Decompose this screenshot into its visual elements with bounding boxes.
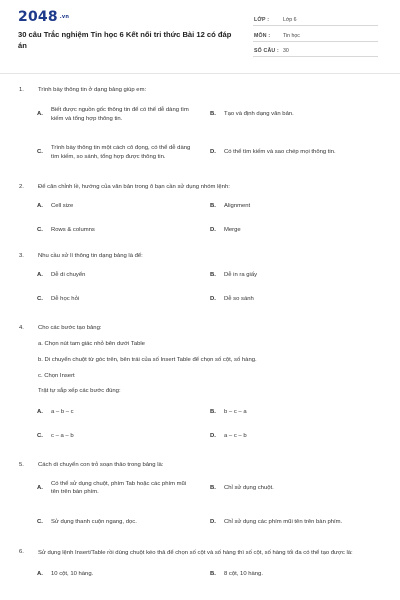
option-label: A. [37, 202, 43, 209]
option-c[interactable] [37, 135, 197, 171]
option-text: Dễ in ra giấy [224, 272, 258, 279]
question-number: 5. [19, 461, 24, 468]
option-label: B. [210, 272, 216, 279]
meta-class [253, 15, 378, 26]
option-label: D. [210, 433, 216, 440]
logo-text: 2048 [18, 9, 58, 25]
option-row [0, 508, 400, 536]
question-stem: Trình bày thông tin ở dạng bảng giúp em: [38, 87, 147, 93]
option-label: C. [37, 226, 43, 233]
page-title: 30 câu Trắc nghiệm Tin học 6 Kết nối tri thức Bài 12 có đáp án [18, 30, 232, 50]
option-label: A. [37, 111, 43, 118]
question-1 [0, 86, 400, 95]
option-row [0, 135, 400, 171]
option-text: Dễ học hỏi [51, 296, 80, 303]
option-a[interactable] [37, 474, 197, 502]
meta-class-key: LỚP : [254, 17, 270, 23]
option-a[interactable] [37, 401, 197, 425]
meta-count-value: 30 [283, 48, 289, 54]
option-label: C. [37, 433, 43, 440]
option-a[interactable] [37, 101, 197, 129]
option-b[interactable] [210, 401, 370, 425]
question-step: a. Chọn nút tam giác nhỏ bên dưới Table [38, 341, 145, 348]
option-label: B. [210, 571, 216, 578]
option-label: D. [210, 149, 216, 156]
option-c[interactable] [37, 425, 197, 449]
header-divider [0, 73, 400, 74]
option-text: Có thể sử dụng chuột, phím Tab hoặc các phím mũi tên trên bàn phím. [51, 480, 187, 496]
meta-subject-value: Tin học [283, 33, 300, 39]
meta-subject-key: MÔN : [254, 33, 271, 39]
option-d[interactable] [210, 288, 370, 312]
question-number: 6. [19, 549, 24, 556]
option-a[interactable] [37, 264, 197, 288]
question-3 [0, 252, 400, 261]
site-logo[interactable] [18, 9, 69, 25]
option-c[interactable] [37, 218, 197, 242]
meta-count [253, 46, 378, 57]
option-label: A. [37, 485, 43, 492]
option-d[interactable] [210, 135, 370, 171]
option-label: D. [210, 519, 216, 526]
option-row [0, 218, 400, 242]
option-row [0, 288, 400, 312]
option-text: b – c – a [224, 409, 247, 416]
question-4 [0, 324, 400, 396]
question-stem: Sử dụng lệnh Insert/Table rồi dùng chuột kéo thả để chọn số cột và số hàng thì số cột, số hàng tối đa có thể tạo được là: [38, 550, 353, 557]
option-text: Sử dụng thanh cuộn ngang, dọc. [51, 519, 137, 526]
question-number: 4. [19, 324, 24, 331]
option-row [0, 474, 400, 502]
option-c[interactable] [37, 288, 197, 312]
option-text: 10 cột, 10 hàng. [51, 571, 94, 578]
option-row [0, 101, 400, 129]
option-a[interactable] [37, 563, 197, 585]
question-step: b. Di chuyển chuột từ góc trên, bên trái của số Insert Table để chọn số cột, số hàng. [38, 356, 257, 363]
option-text: a – c – b [224, 433, 247, 440]
option-b[interactable] [210, 264, 370, 288]
option-label: A. [37, 409, 43, 416]
option-text: a – b – c [51, 409, 74, 416]
option-label: C. [37, 149, 43, 156]
option-text: Cell size [51, 202, 74, 209]
option-row [0, 563, 400, 585]
option-text: Merge [224, 226, 241, 233]
option-text: Chỉ sử dụng các phím mũi tên trên bàn phím. [224, 519, 343, 526]
option-text: Rows & columns [51, 226, 95, 233]
question-5 [0, 461, 400, 470]
question-stem: Cho các bước tạo bảng: [38, 324, 102, 331]
option-text: Tạo và định dạng văn bản. [224, 111, 294, 118]
option-row [0, 401, 400, 425]
option-text: Alignment [224, 202, 251, 209]
option-text: Dễ so sánh [224, 296, 254, 303]
option-b[interactable] [210, 563, 370, 585]
page-header [0, 0, 400, 66]
option-text: 8 cột, 10 hàng. [224, 571, 263, 578]
question-step: c. Chọn Insert [38, 372, 75, 379]
question-stem: Cách di chuyển con trỏ soạn thảo trong bảng là: [38, 461, 164, 468]
option-text: Trình bày thông tin một cách cô đọng, có thể dễ dàng tìm kiếm, so sánh, tổng hợp được thông tin. [51, 145, 191, 160]
option-label: A. [37, 571, 43, 578]
question-prompt: Trật tự sắp xếp các bước đúng: [38, 388, 121, 395]
option-text: Chỉ sử dụng chuột. [224, 485, 274, 492]
question-number: 3. [19, 253, 24, 260]
option-label: B. [210, 111, 216, 118]
option-text: Dễ di chuyển [51, 272, 86, 279]
question-6 [0, 548, 400, 559]
option-text: c – a – b [51, 433, 74, 440]
option-row [0, 425, 400, 449]
option-label: B. [210, 202, 216, 209]
option-text: Biết được nguồn gốc thông tin để có thể dễ dàng tìm kiếm và tổng hợp thông tin. [51, 107, 189, 122]
option-label: C. [37, 296, 43, 303]
question-2 [0, 183, 400, 192]
option-b[interactable] [210, 474, 370, 502]
option-b[interactable] [210, 101, 370, 129]
option-d[interactable] [210, 508, 370, 536]
meta-class-value: Lớp 6 [283, 17, 297, 23]
option-label: D. [210, 226, 216, 233]
option-d[interactable] [210, 218, 370, 242]
option-c[interactable] [37, 508, 197, 536]
option-label: B. [210, 485, 216, 492]
option-label: D. [210, 296, 216, 303]
option-d[interactable] [210, 425, 370, 449]
meta-count-key: SỐ CÂU : [254, 48, 279, 54]
option-row [0, 264, 400, 288]
logo-suffix: .vn [59, 14, 70, 20]
option-a[interactable] [37, 194, 197, 218]
question-list [0, 86, 400, 585]
option-text: Có thể tìm kiếm và sao chép mọi thông tin. [224, 149, 336, 156]
option-label: A. [37, 272, 43, 279]
option-b[interactable] [210, 194, 370, 218]
question-number: 1. [19, 87, 24, 93]
option-row [0, 194, 400, 218]
question-stem: Nhu cầu xử lí thông tin dạng bảng là để: [38, 253, 143, 260]
question-number: 2. [19, 183, 24, 190]
question-stem: Để căn chỉnh lề, hướng của văn bản trong ô bạn cần sử dụng nhóm lệnh: [38, 183, 230, 190]
meta-subject [253, 31, 378, 42]
option-label: B. [210, 409, 216, 416]
option-label: C. [37, 519, 43, 526]
